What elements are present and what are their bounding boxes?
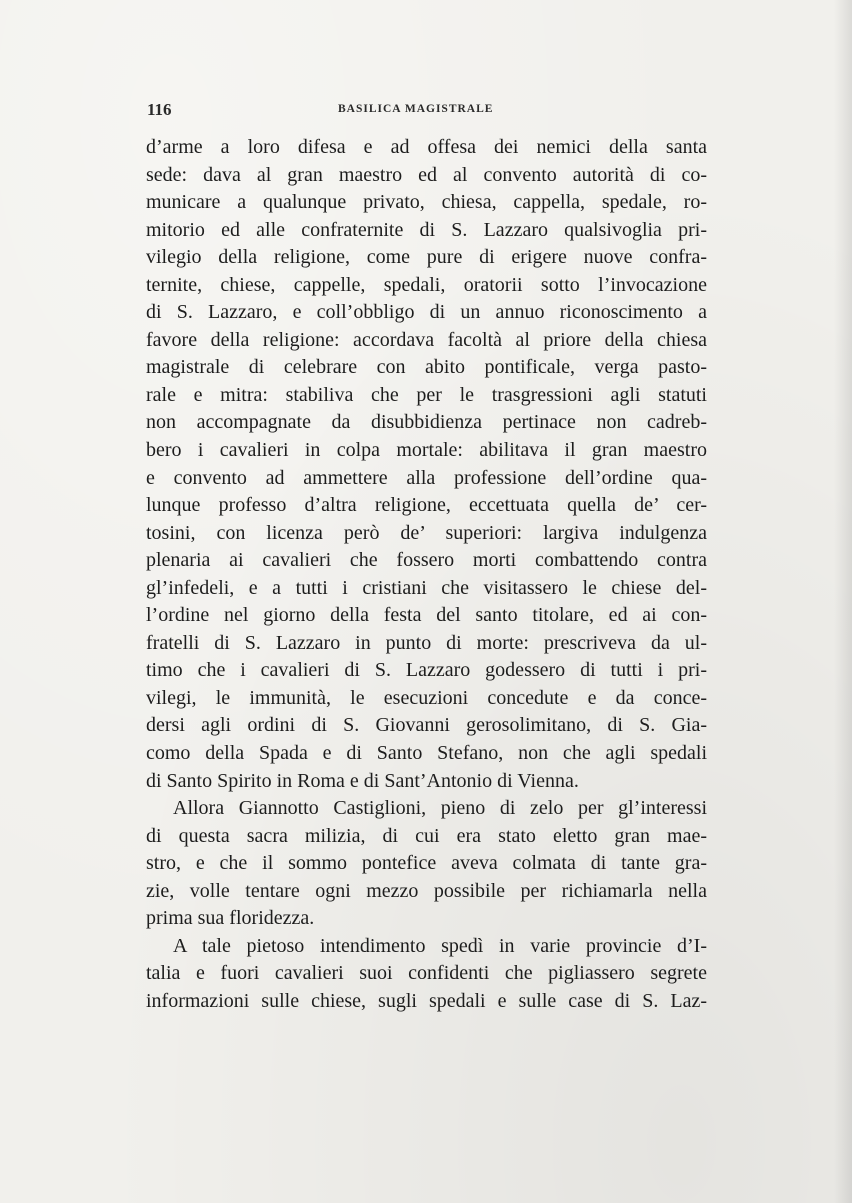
- text-line: l’ordine nel giorno della festa del santo titolare, ed ai con-: [146, 604, 707, 627]
- text-line: A tale pietoso intendimento spedì in varie provincie d’I-: [173, 934, 707, 957]
- text-line: di S. Lazzaro, e coll’obbligo di un annuo riconoscimento a: [146, 301, 707, 324]
- text-line: sede: dava al gran maestro ed al convento autorità di co-: [146, 163, 707, 186]
- text-line: tosini, con licenza però de’ superiori: largiva indulgenza: [146, 521, 707, 544]
- text-line: bero i cavalieri in colpa mortale: abilitava il gran maestro: [146, 439, 707, 462]
- running-head-title: BASILICA MAGISTRALE: [338, 103, 494, 115]
- running-head: [147, 100, 707, 122]
- text-line: informazioni sulle chiese, sugli spedali e sulle case di S. Laz-: [146, 989, 707, 1012]
- text-line: stro, e che il sommo pontefice aveva colmata di tante gra-: [146, 852, 707, 875]
- text-line: non accompagnate da disubbidienza pertinace non cadreb-: [146, 411, 707, 434]
- text-line: d’arme a loro difesa e ad offesa dei nemici della santa: [146, 136, 707, 158]
- text-line: timo che i cavalieri di S. Lazzaro godessero di tutti i pri-: [146, 659, 707, 682]
- text-line: gl’infedeli, e a tutti i cristiani che visitassero le chiese del-: [146, 576, 707, 599]
- text-line: fratelli di S. Lazzaro in punto di morte: prescriveva da ul-: [146, 631, 707, 654]
- page-edge-shadow: [834, 0, 852, 1203]
- text-line: zie, volle tentare ogni mezzo possibile per richiamarla nella: [146, 879, 707, 902]
- text-line: prima sua floridezza.: [146, 907, 315, 930]
- text-line: dersi agli ordini di S. Giovanni gerosolimitano, di S. Gia-: [146, 714, 707, 737]
- text-line: como della Spada e di Santo Stefano, non che agli spedali: [146, 742, 707, 765]
- text-line: mitorio ed alle confraternite di S. Lazzaro qualsivoglia pri-: [146, 218, 707, 241]
- text-line: e convento ad ammettere alla professione dell’ordine qua-: [146, 466, 707, 489]
- text-line: ternite, chiese, cappelle, spedali, oratorii sotto l’invocazione: [146, 273, 707, 296]
- text-line: talia e fuori cavalieri suoi confidenti che pigliassero segrete: [146, 962, 707, 985]
- text-line: magistrale di celebrare con abito pontificale, verga pasto-: [146, 356, 707, 379]
- page-number: 116: [147, 100, 172, 119]
- text-line: lunque professo d’altra religione, eccettuata quella de’ cer-: [146, 494, 707, 517]
- text-line: vilegi, le immunità, le esecuzioni concedute e da conce-: [146, 686, 707, 709]
- text-line: di Santo Spirito in Roma e di Sant’Antonio di Vienna.: [146, 769, 579, 792]
- text-line: municare a qualunque privato, chiesa, cappella, spedale, ro-: [146, 191, 707, 214]
- text-line: plenaria ai cavalieri che fossero morti combattendo contra: [146, 549, 707, 572]
- text-line: vilegio della religione, come pure di erigere nuove confra-: [146, 246, 707, 269]
- text-line: favore della religione: accordava facoltà al priore della chiesa: [146, 328, 707, 351]
- text-line: rale e mitra: stabiliva che per le trasgressioni agli statuti: [146, 383, 707, 406]
- text-line: Allora Giannotto Castiglioni, pieno di zelo per gl’interessi: [173, 797, 707, 820]
- text-line: di questa sacra milizia, di cui era stato eletto gran mae-: [146, 824, 707, 847]
- body-text: [146, 134, 707, 1016]
